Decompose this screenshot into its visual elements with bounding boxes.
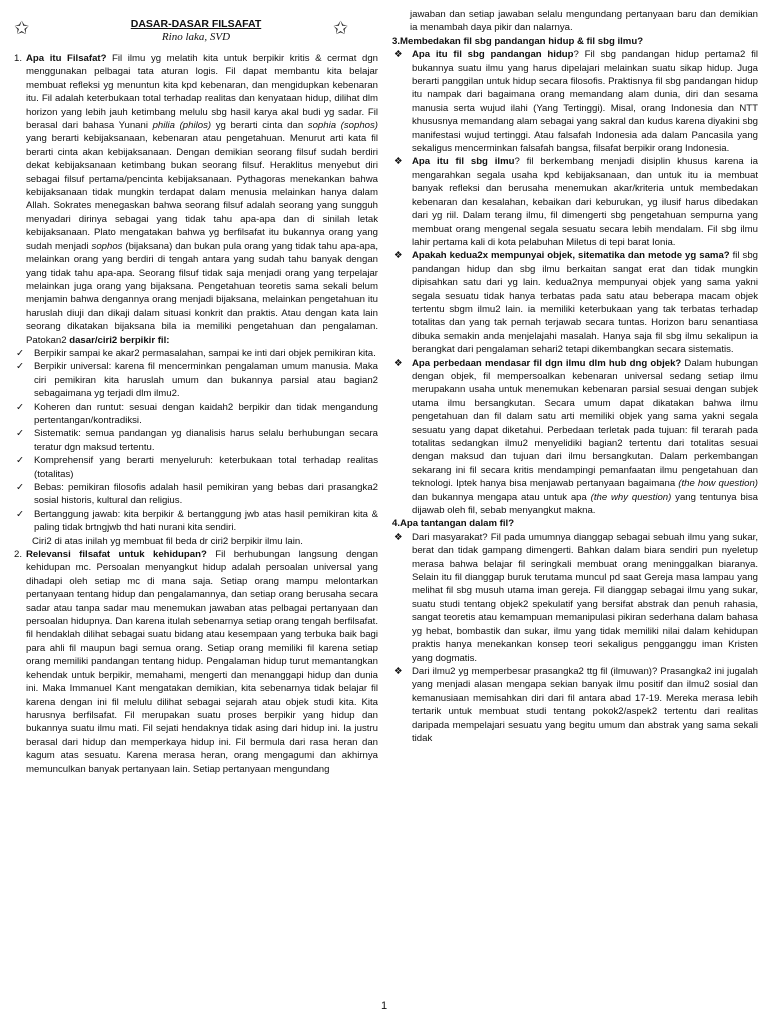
bullet-question: Apa perbedaan mendasar fil dgn ilmu dlm hub dng objek? [412,357,682,369]
italic-term: philia (philos) [152,120,212,132]
list-item [392,357,758,518]
checkmark-icon: ✓ [16,508,25,520]
text-run: Fil ilmu yg melatih kita untuk berpikir kritis & cermat dgn menggunakan pelbagai tata aturan logis. Fil dapat membantu kita belajar membuat refleksi yg menuntun kita kpd kebenaran, dan mengidupkan kebenaran itu. Fil adalah keterbukaan total terhadap realitas dan kenyataan hidup, dilihat dlm horizon yang lebih jauh ketimbang melulu sbg hasil karya akal budi yg sadar. Fil berasal dari bahasa Yunani [26,53,378,132]
section-4-heading [392,517,758,530]
bold-label: dasar/ciri2 berpikir fil: [69,334,170,346]
text-run: yg berarti cinta dan [211,120,308,132]
text-run: yang tentunya bisa dijawab oleh fil, sebab menyangkut makna. [412,491,758,517]
list-item-text [412,155,758,249]
section-1-text [26,52,378,347]
right-column [392,8,758,745]
list-item [14,427,378,454]
list-item [14,508,378,535]
list-item-text [412,357,758,518]
continued-text: jawaban dan setiap jawaban selalu mengundang pertanyaan baru dan demikian ia menambah daya pikir dan nalarnya. [410,9,758,34]
list-item-text: Sistematik: semua pandangan yg dianalisis harus selalu berhubungan secara teratur dgn maksud tertentu. [34,428,378,453]
list-item-text: Dari ilmu2 yg memperbesar prasangka2 ttg fil (ilmuwan)? Prasangka2 ini jugalah yang menjadi alasan mengapa sekian banyak ilmu positif dan ilmu2 sosial dan kemanusiaan memisahkan diri dari fil antara abad 17-19. Mereka merasa lebih tertarik untuk membuat studi tentang pokok2/aspek2 tertentu dari realitas daripada mempelajari sesuatu yang begitu umum dan abstrak yang sama sekali tidak [412,665,758,744]
section-number: 1. [14,53,23,64]
italic-term: sophos [91,240,123,252]
list-item-text: Berpikir universal: karena fil mencerminkan pengalaman umum manusia. Maka ciri pemikiran kita haruslah umum dan bukannya parsial atau bagian2 sebagaimana yg terjadi dlm ilmu2. [34,361,378,400]
list-item [392,48,758,155]
section-1-question: Apa itu Filsafat? [26,53,107,64]
list-item [14,481,378,508]
diamond-bullet-icon: ❖ [394,665,403,677]
list-item [14,347,378,360]
section-1 [14,52,378,347]
diamond-bullet-icon: ❖ [394,49,403,61]
doc-author: Rino laka, SVD [161,31,231,44]
italic-term: sophia (sophos) [307,120,378,132]
list-item [14,360,378,400]
section-heading: 4.Apa tantangan dalam fil? [392,518,515,530]
checkmark-icon: ✓ [16,428,25,440]
text-run: Fil berhubungan langsung dengan kehidupan mc. Persoalan menyangkut hidup adalah persoalan universal yang dihadapi oleh setiap mc di mana saja. Setiap orang mampu melontarkan pertanyaan tentang hidup dan pengalamannya, dan setiap orang berusaha secara sadar atau tanpa sadar mau menemukan jawaban atas pelbagai pertanyaan dan persoalan hidupnya. Dan karena itulah sebenarnya setiap orang tengah berfilsafat. fil hendaklah dilihat sebagai suatu bidang atau kesempaan yang terbuka baik bagi para ahli fil maupun bagi semua orang. Setiap orang memiliki fil karena setiap orang memiliki pandangan tentang hidup. Pengalaman hidup turut memantangkan kehendak untuk berpikir, memahami, mengerti dan menanggapi hidup dan dunia ini. Maka Immanuel Kant mengatakan demikian, kita sebenarnya tidak belajar fil karena dengan ini fil melulu dilihat sebagai sejarah atau objek studi kita. Kita harusnya berfilsafat. Fil merupakan suatu proses berpikir yang hidup dan bukannya suatu ilmu mati. Fil sejati hendaknya tidak asing dari hidup ini. Ia justru berasal dari hidup dan memperkaya hidup ini. Fil bermula dari rasa heran dan kagum atas sesuatu. Karena merasa heran, orang mengagumi dan akhirnya memunculkan banyak pertanyaan lain. Setiap pertanyaan mengundang [26,549,378,775]
section-2 [14,548,378,776]
star-icon: ✩ [332,18,348,38]
list-item-text: Dari masyarakat? Fil pada umumnya dianggap sebagai sebuah ilmu yang sukar, berat dan tidak gampang dimengerti. Bahkan dalam biara sendiri pun nyeletup merasa bahwa belajar fil seringkali membuat orang meninggalkan biaranya. Selain itu fil dianggap buruk terutama muncul pd saat Gereja masa lampau yang melihat fil sbg musuh utama iman gereja. Fil dianggap sebagai ilmu yang sukar, suatu studi tentang objek2 spekulatif yang bersifat abstrak dan penuh rahasia, sangat teoretis atau kemampuan memanipulasi pikiran sederhana dalam bahasa yg hebat, bombastik dan sukar, ilmu yang tidak memiliki nilai dalam kehidupan praktis hanya menekankan konsep teori sekaligus pengganggu iman Kristen yang dogmatis. [412,531,758,664]
checkmark-icon: ✓ [16,455,25,467]
diamond-bullet-icon: ❖ [394,250,403,262]
list-item-text [412,48,758,155]
list-item-text: Bebas: pemikiran filosofis adalah hasil pemikiran yang bebas dari prasangka2 sosial historis, kultural dan religius. [34,482,378,507]
list-item-text: Berpikir sampai ke akar2 permasalahan, sampai ke inti dari objek pemikiran kita. [34,347,376,359]
list-note: Ciri2 di atas inilah yg membuat fil beda dr ciri2 berpikir ilmu lain. [32,535,303,547]
list-item-text: Koheren dan runtut: sesuai dengan kaidah2 berpikir dan tidak mengandung pertentangan/kontradiksi. [34,401,378,426]
list-item [392,155,758,249]
doc-title: DASAR-DASAR FILSAFAT [130,18,262,30]
checkmark-icon: ✓ [16,482,25,493]
list-item-text: Komprehensif yang berarti menyeluruh: keterbukaan total terhadap realitas (totalitas) [34,455,378,480]
list-item [14,401,378,428]
header [14,8,378,52]
list-item [392,665,758,745]
text-run: dan bukannya mengapa atau untuk apa [412,491,591,503]
list-item-text: Bertanggung jawab: kita berpikir & bertanggung jwb atas hasil pemikiran kita & paling tidak brtngjwb thd hati nurani kita sendiri. [34,508,378,534]
list-item [392,249,758,356]
section-heading: 3.Membedakan fil sbg pandangan hidup & fil sbg ilmu? [392,35,644,47]
list-item [14,454,378,481]
section-2-question: Relevansi filsafat untuk kehidupan? [26,549,207,561]
bullet-question: Apakah kedua2x mempunyai objek, sitematika dan metode yg sama? [412,250,730,262]
italic-term: (the how question) [678,478,758,490]
diamond-bullet-icon: ❖ [394,156,403,168]
diamond-bullet-icon: ❖ [394,531,403,543]
checkmark-icon: ✓ [16,361,25,373]
section-number: 2. [14,549,23,561]
text-run: ? Fil sbg pandangan hidup pertama2 fil bukannya suatu ilmu yang harus dipelajari melainkan suatu sikap hidup. Juga berarti panggilan untuk hidup secara filosofis. Praktisnya fil sbg pandangan hidup itu nampak dari bagaimana orang memandang alam dunia, diri dan sesama manusia serta wujud ilahi (Yang Tertinggi). Misal, orang Indonesia dan NTT khususnya memandang alam sebagai yang sakral dan kudus karena diyakini sbg manifestasi wujud tertinggi. Atau falsafah Indonesia ada dalam Pancasila yang sekaligus mencerminkan falsafah bangsa, filsafat berpikir orang Indonesia. [412,49,758,155]
list-item [392,531,758,665]
text-run: fil sbg pandangan hidup dan sbg ilmu berkaitan sangat erat dan tidak mungkin dipisahkan satu dari yg lain. kedua2nya mempunyai objek yang sama yakni segala sesuatu tidak hanya terbatas pada satu atau beberapa macam objek tertentu sbgm ilmu2 lain. ia memiliki keterbukaan yang tak terbatas terhadap totalitas dan yang tak pernah terjawab secara tuntas. Horizon baru senantiasa dibuka semakin anda menjelajahi masalah. Hanya saja fil sbg ilmu sekalipun ia berangkat dari pengalaman sehari2 tetapi dikembangkan secara sistematis. [412,250,758,356]
list-item-text [412,249,758,356]
checkmark-icon: ✓ [16,401,25,413]
bullet-question: Apa itu fil sbg ilmu [412,156,515,168]
diamond-bullet-icon: ❖ [394,357,403,369]
page-number: 1 [380,1000,388,1012]
italic-term: (the why question) [590,491,672,503]
text-run: ? fil berkembang menjadi disiplin khusus karena ia mengarahkan segala usaha kpd kebijaksanaan, dan untuk itu ia membuat banyak refleksi dan berusaha menemukan akar/kriteria untuk membedakan kebenaran dan kesalahan, kebaikan dari keburukan, yg ilusif harus dibedakan dari yg riil. Dalam terang ilmu, fil dimengerti sbg pengetahuan sempurna yang membuat orang mengenal segala sesuatu secara lebih mendalam. Fil sbg ilmu lahir pertama kali di kota pelabuhan Miletus di tepi barat Ionia. [412,156,758,248]
checkmark-icon: ✓ [16,347,25,359]
section-2-text [26,548,378,776]
text-run: yang berarti kebijaksanaan, kebenaran atau pengetahuan. Menurut arti kata fil berarti cinta akan kebijaksanaan. Dengan demikian seorang filsuf sudah berdiri dekat kebijaksanaan ketimbang bukan seorang filsuf. Heraklitus menyebut diri sebagai filsuf pertama/pencinta kebijaksanaan. Pythagoras menekankan bahwa kebijaksanaan tidak mungkin terdapat dalam menusia melainkan hanya dalam Allah. Sokrates menegaskan bahwa seorang filsuf adalah seorang yang sungguh menyadari dirinya sebagai yang tidak tahu apa-apa dan di sinilah letak kebijaksanaan. Plato mengatakan bahwa yg berfilsafat itu bukannya orang yang sudah menjadi [26,133,378,252]
section-3-heading [392,35,758,48]
text-run: (bijaksana) dan bukan pula orang yang tidak tahu apa-apa, melainkan orang yang berdiri di tengah antara yang sudah tahu banyak dengan yang tidak tahu apa-apa. Seorang filsuf tidak saja menjadi orang yang terpelajar melainkan juga orang yang bijaksana. Pengetahuan teoretis sama sekali belum menjamin bahwa dengannya orang menjadi bijaksana, melainkan pengetahuan itu haruslah diuji dan dikaji dalam situasi konkrit dan praktis. Atau dengan kata lain seorang dikatakan bijaksana bila ia memiliki pengetahuan dan pengalaman. Patokan2 [26,240,378,346]
bullet-question: Apa itu fil sbg pandangan hidup [412,49,574,61]
star-icon: ✩ [14,18,30,38]
text-run: Dalam hubungan dengan objek, fil mempersoalkan kebenaran universal sedang setiap ilmu merupakann usaha untuk menemukan kebenaran parsial sesuai dengan subjek utama ilmu bersangkutan. Secara umum dapat dikatakan bahwa ilmu pengetahuan dan fil dalam satu arti memiliki objek yang sama yakni segala sesuatu yang dapat diketahui. Perbedaan terletak pada tujuan: fil terarah pada totalitas sedangkan ilmu2 menyelidiki bagian2 tertentu dari totalitas sesuai dengan maksud dan tujuan dari ilmu bersangkutan. Dalam perkembangan sekarang ini fil secara kritis mendampingi pemanfaatan ilmu pengetahuan dan teknologi. Iptek hanya bisa menjawab pertanyaan bagaimana [412,357,758,490]
left-column [14,8,378,776]
criteria-list [14,347,378,548]
